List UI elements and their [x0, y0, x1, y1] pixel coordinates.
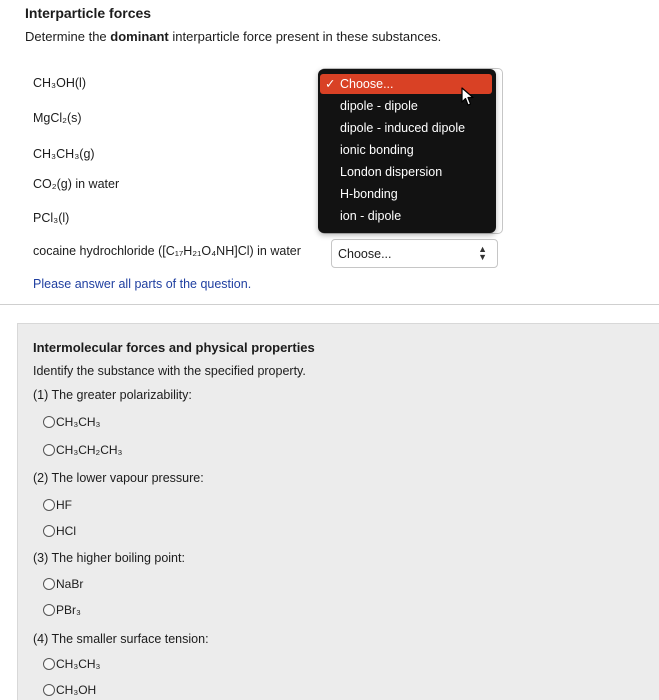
dropdown-option-3[interactable]: ionic bonding — [340, 143, 414, 157]
radio-button[interactable] — [43, 578, 55, 590]
radio-option-2b[interactable] — [43, 524, 76, 538]
radio-button[interactable] — [43, 684, 55, 696]
substance-label-4: CO₂(g) in water — [33, 177, 120, 191]
option-label: CH₃CH₃ — [56, 657, 101, 671]
instruction-text-start: Determine the — [25, 29, 111, 44]
answer-all-warning: Please answer all parts of the question. — [33, 277, 252, 291]
question-1-title: Interparticle forces — [25, 5, 152, 21]
radio-option-1a[interactable] — [43, 415, 100, 429]
option-label: CH₃CH₂CH₃ — [56, 443, 123, 457]
dropdown-selected-label: Choose... — [340, 77, 394, 91]
option-label: HCl — [56, 524, 76, 538]
part-1-label: (1) The greater polarizability: — [33, 388, 192, 402]
radio-button[interactable] — [43, 444, 55, 456]
radio-button[interactable] — [43, 416, 55, 428]
radio-button[interactable] — [43, 499, 55, 511]
part-4-label: (4) The smaller surface tension: — [33, 632, 209, 646]
question-2-title: Intermolecular forces and physical properties — [33, 340, 315, 355]
radio-option-3b[interactable] — [43, 603, 81, 617]
radio-option-4a[interactable] — [43, 657, 100, 671]
substance-label-6: cocaine hydrochloride ([C₁₇H₂₁O₄NH]Cl) in water — [33, 244, 301, 258]
question-2-instruction: Identify the substance with the specified property. — [33, 364, 306, 378]
radio-button[interactable] — [43, 658, 55, 670]
force-select-cocaine[interactable] — [331, 239, 498, 268]
updown-arrows-icon: ▲ ▼ — [478, 244, 487, 262]
radio-button[interactable] — [43, 525, 55, 537]
substance-label-5: PCl₃(l) — [33, 211, 70, 225]
radio-option-4b[interactable] — [43, 683, 96, 697]
radio-option-1b[interactable] — [43, 443, 122, 457]
dropdown-option-2[interactable]: dipole - induced dipole — [340, 121, 466, 135]
option-label: PBr₃ — [56, 603, 81, 617]
substance-label-1: CH₃OH(l) — [33, 76, 86, 90]
option-label: CH₃OH — [56, 683, 97, 697]
dropdown-option-1[interactable]: dipole - dipole — [340, 99, 418, 113]
substance-label-2: MgCl₂(s) — [33, 111, 82, 125]
dropdown-option-4[interactable]: London dispersion — [340, 165, 443, 179]
section-divider — [0, 304, 659, 305]
instruction-text-end: interparticle force present in these substances. — [168, 29, 442, 44]
instruction-bold-word: dominant — [110, 29, 169, 44]
part-3-label: (3) The higher boiling point: — [33, 551, 185, 565]
option-label: CH₃CH₃ — [56, 415, 101, 429]
dropdown-option-6[interactable]: ion - dipole — [340, 209, 402, 223]
substance-label-3: CH₃CH₃(g) — [33, 147, 95, 161]
question-1-panel — [0, 0, 659, 304]
radio-button[interactable] — [43, 604, 55, 616]
select-value: Choose... — [338, 247, 392, 261]
part-2-label: (2) The lower vapour pressure: — [33, 471, 204, 485]
checkmark-icon: ✓ — [325, 77, 336, 91]
radio-option-2a[interactable] — [43, 498, 72, 512]
mouse-pointer-icon — [461, 87, 475, 107]
dropdown-option-5[interactable]: H-bonding — [340, 187, 398, 201]
option-label: HF — [56, 498, 72, 512]
option-label: NaBr — [56, 577, 84, 591]
question-1-instruction — [25, 29, 441, 44]
radio-option-3a[interactable] — [43, 577, 83, 591]
